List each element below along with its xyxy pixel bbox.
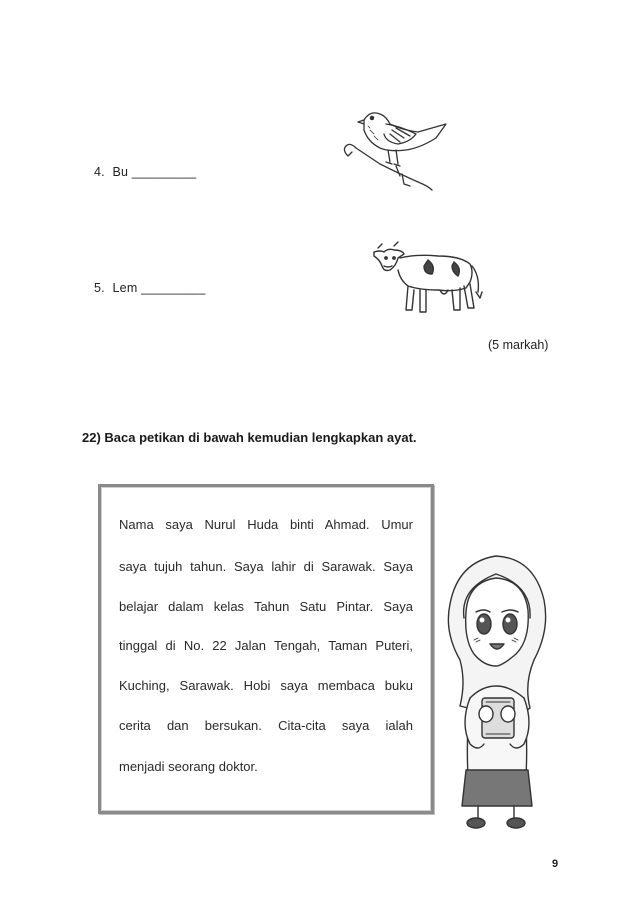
bird-illustration: [340, 104, 450, 194]
passage-line: cerita dan bersukan. Cita-cita saya ialah: [119, 718, 413, 733]
bird-icon: [340, 104, 450, 194]
item-5-number: 5.: [94, 281, 105, 295]
passage-line: Kuching, Sarawak. Hobi saya membaca buku: [119, 678, 413, 693]
item-4: [94, 165, 196, 179]
item-5-text: Lem _________: [112, 281, 206, 295]
marks-label: (5 markah): [488, 338, 549, 352]
cow-illustration: [368, 240, 484, 320]
girl-illustration: [440, 548, 550, 830]
question-title: 22) Baca petikan di bawah kemudian lengkapkan ayat.: [82, 430, 417, 445]
passage-line: saya tujuh tahun. Saya lahir di Sarawak. Saya: [119, 559, 413, 574]
item-4-number: 4.: [94, 165, 105, 179]
cow-icon: [368, 240, 484, 320]
item-5: [94, 281, 205, 295]
passage-line: menjadi seorang doktor.: [119, 759, 258, 774]
passage-line: belajar dalam kelas Tahun Satu Pintar. Saya: [119, 599, 413, 614]
passage-line: tinggal di No. 22 Jalan Tengah, Taman Puteri,: [119, 638, 413, 653]
passage-line: Nama saya Nurul Huda binti Ahmad. Umur: [119, 517, 413, 532]
item-4-text: Bu _________: [112, 165, 197, 179]
passage-box: [98, 484, 434, 814]
page-number: 9: [552, 858, 559, 870]
girl-in-hijab-icon: [440, 548, 550, 830]
